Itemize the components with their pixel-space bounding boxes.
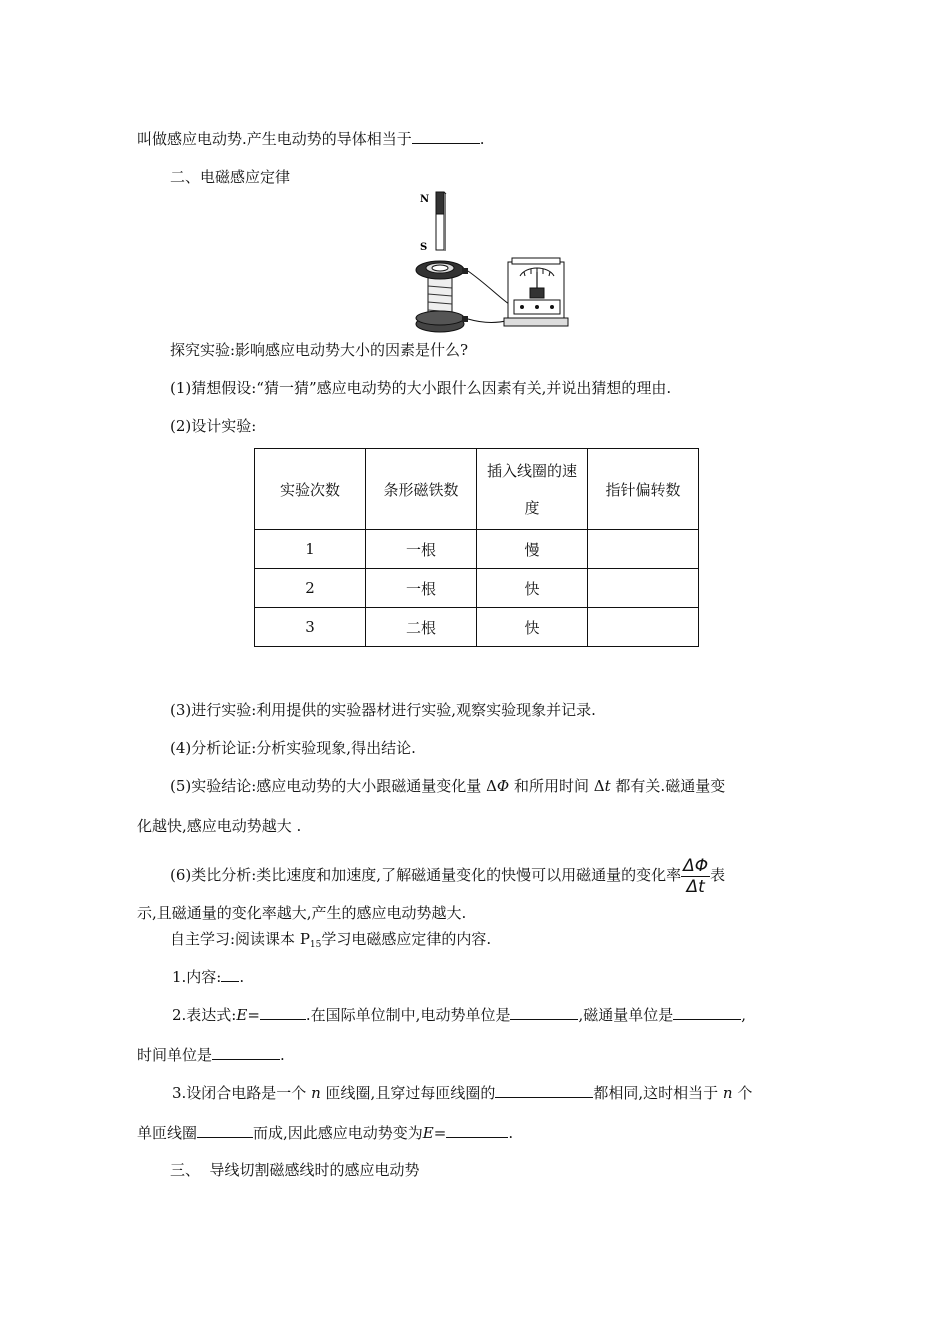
item2-text-a: 2.表达式: [172,1006,237,1024]
table-cell: 快 [477,608,588,647]
phi-symbol: Φ [496,777,510,795]
item3-text-a: 3.设闭合电路是一个 [172,1084,307,1102]
bar-magnet [436,192,446,250]
header-speed-line1: 插入线圈的速 [486,462,577,480]
item-1-content [172,966,244,987]
flux-rate-fraction [681,856,710,897]
fraction-numerator: ΔΦ [683,855,709,876]
experiment-table [254,448,699,647]
item-3-n-turns [172,1082,752,1103]
galvanometer [504,258,568,326]
section-heading-3: 三、 导线切割磁感线时的感应电动势 [170,1161,420,1179]
fill-blank[interactable] [412,128,480,144]
self-study-text-a: 自主学习:阅读课本 P [170,930,310,948]
table-row [255,569,699,608]
line1-end: . [479,130,485,148]
item2-line2-text: 时间单位是 [137,1046,213,1064]
self-study-text-b: 学习电磁感应定律的内容. [321,930,492,948]
e-symbol: E [236,1006,248,1024]
page-number-subscript: 15 [309,940,322,950]
step-3-experiment: (3)进行实验:利用提供的实验器材进行实验,观察实验现象并记录. [170,701,596,719]
item3-line2-a: 单匝线圈 [137,1124,198,1142]
item2-text-c: .在国际单位制中,电动势单位是 [305,1006,511,1024]
self-study-line [170,929,491,955]
table-cell: 一根 [366,569,477,608]
header-cell: 条形磁铁数 [366,449,477,530]
table-cell: 快 [477,569,588,608]
step-1-hypothesis: (1)猜想假设:“猜一猜”感应电动势的大小跟什么因素有关,并说出猜想的理由. [170,379,672,397]
item3-end: . [508,1124,514,1142]
item2-line2-end: . [280,1046,285,1064]
item2-eq: = [247,1006,260,1024]
item1-end: . [239,968,245,986]
n-symbol: n [311,1084,321,1102]
fill-blank[interactable] [446,1122,508,1138]
n-symbol: n [722,1084,733,1102]
item1-text: 1.内容: [172,968,222,986]
item3-line2-b: 而成,因此感应电动势变为 [253,1124,423,1142]
coil [416,261,468,332]
item3-text-b: 匝线圈,且穿过每匝线圈的 [325,1084,496,1102]
fill-blank[interactable] [673,1004,741,1020]
step5-text-c: 都有关.磁通量变 [615,777,726,795]
item-2-expression-cont [137,1044,285,1065]
fraction-denominator: Δt [686,876,705,897]
fill-blank[interactable] [221,966,239,982]
fill-blank[interactable] [495,1082,593,1098]
fill-blank[interactable] [197,1122,253,1138]
header-cell: 指针偏转数 [588,449,699,530]
table-cell-input[interactable] [588,530,699,569]
t-symbol: t [604,777,611,795]
magnet-n-label: N [420,194,430,205]
step5-text-a: (5)实验结论:感应电动势的大小跟磁通量变化量 Δ [170,777,497,795]
header-cell-speed [477,449,588,530]
step6-text-b: 表 [710,866,726,884]
table-cell: 一根 [366,530,477,569]
step-6-analogy [170,852,725,898]
item3-text-c: 都相同,这时相当于 [593,1084,719,1102]
fill-blank[interactable] [212,1044,280,1060]
step5-text-b: 和所用时间 Δ [514,777,605,795]
text-line-1 [137,128,485,149]
table-row [255,608,699,647]
table-cell-input[interactable] [588,608,699,647]
step-4-analysis: (4)分析论证:分析实验现象,得出结论. [170,739,416,757]
table-cell: 慢 [477,530,588,569]
table-cell: 二根 [366,608,477,647]
item2-text-d: ,磁通量单位是 [578,1006,674,1024]
step-5-conclusion-cont: 化越快,感应电动势越大 . [137,817,302,835]
header-speed-line2: 度 [524,499,540,517]
explore-question: 探究实验:影响感应电动势大小的因素是什么? [170,341,469,359]
item3-eq: = [433,1124,447,1142]
induction-apparatus-figure [412,188,572,336]
table-cell-input[interactable] [588,569,699,608]
item3-text-d: 个 [737,1084,753,1102]
step-5-conclusion [170,776,725,796]
item2-text-f: , [741,1006,747,1024]
table-cell: 2 [255,569,366,608]
fill-blank[interactable] [510,1004,578,1020]
section-heading-2: 二、电磁感应定律 [170,168,291,186]
header-cell: 实验次数 [255,449,366,530]
line1-text: 叫做感应电动势.产生电动势的导体相当于 [137,130,412,148]
step-6-analogy-cont: 示,且磁通量的变化率越大,产生的感应电动势越大. [137,904,467,922]
step-2-design: (2)设计实验: [170,417,257,435]
item-2-expression [172,1004,746,1025]
item-3-n-turns-cont [137,1122,513,1143]
table-cell: 1 [255,530,366,569]
table-header-row [255,449,699,530]
e-symbol: E [422,1124,434,1142]
magnet-s-label: S [420,242,428,253]
step6-text-a: (6)类比分析:类比速度和加速度,了解磁通量变化的快慢可以用磁通量的变化率 [170,866,682,884]
table-row [255,530,699,569]
table-cell: 3 [255,608,366,647]
fill-blank[interactable] [260,1004,306,1020]
